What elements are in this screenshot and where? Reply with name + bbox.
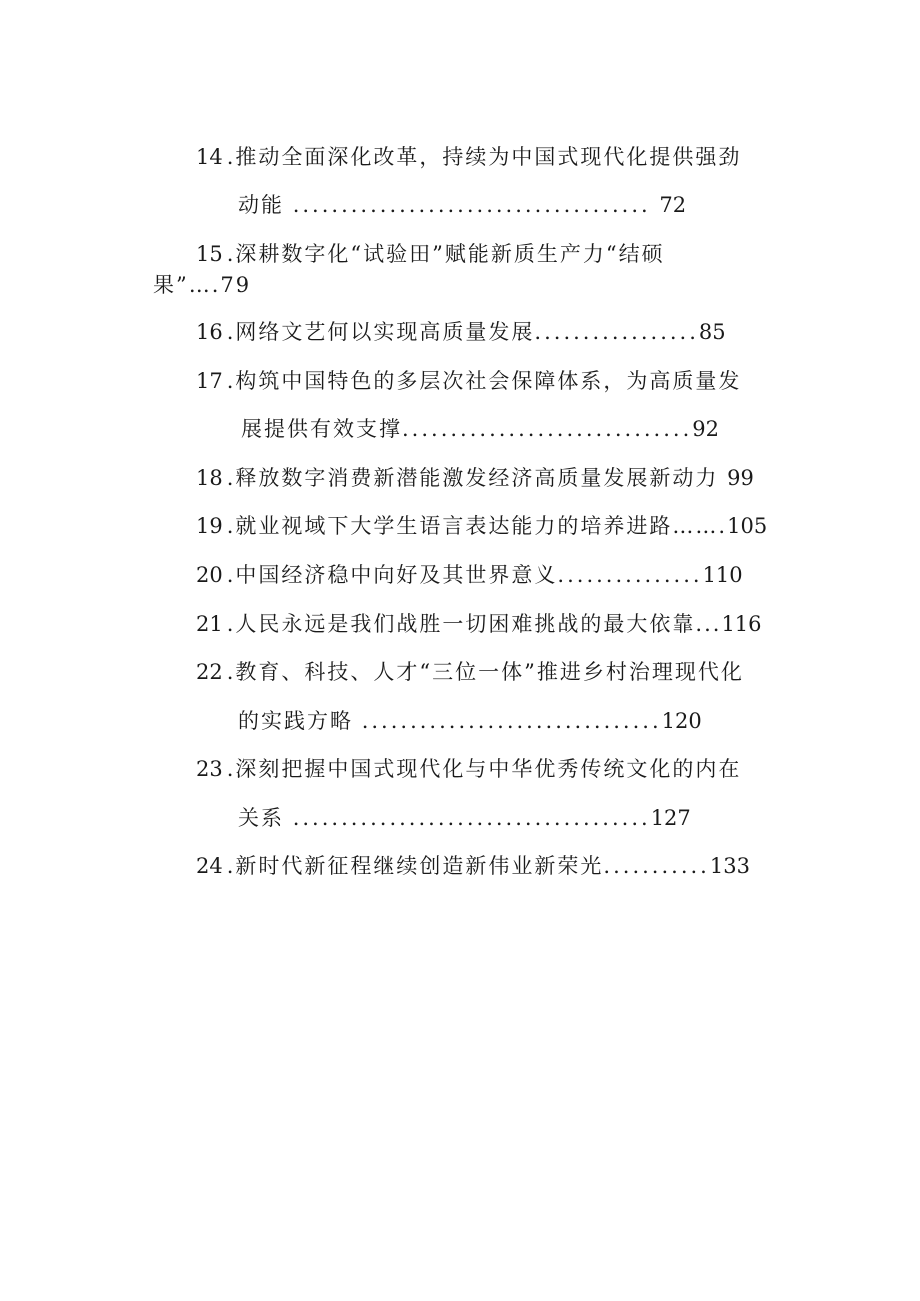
entry-title-continued: 动能 <box>238 193 284 217</box>
entry-title: .深刻把握中国式现代化与中华优秀传统文化的内在 <box>226 757 742 781</box>
toc-entry-22[interactable] <box>196 658 744 686</box>
toc-entry-14[interactable] <box>196 143 741 171</box>
page-number: 127 <box>650 806 691 830</box>
page-number: 133 <box>709 854 750 878</box>
toc-entry-15-continuation[interactable] <box>153 271 251 299</box>
toc-entry-16[interactable] <box>196 318 726 346</box>
dot-leader: ............................... <box>361 709 662 733</box>
dot-leader: ..................................... <box>292 193 651 217</box>
entry-title-continued: 展提供有效支撑 <box>241 417 402 441</box>
entry-title: .释放数字消费新潜能激发经济高质量发展新动力 <box>226 466 719 490</box>
page-number: 110 <box>702 563 743 587</box>
toc-entry-18[interactable] <box>196 464 754 492</box>
entry-number: 23 <box>196 757 223 781</box>
dot-leader: ........... <box>603 854 710 878</box>
toc-entry-23[interactable] <box>196 755 741 783</box>
toc-entry-20[interactable] <box>196 561 743 589</box>
page-number: 85 <box>698 320 726 344</box>
entry-title: .中国经济稳中向好及其世界意义 <box>226 563 558 587</box>
page-number: 116 <box>721 612 762 636</box>
entry-number: 24 <box>196 854 223 878</box>
entry-number: 17 <box>196 369 223 393</box>
page-number: 72 <box>659 193 687 217</box>
page-number: 92 <box>692 417 719 441</box>
toc-entry-23-continuation[interactable] <box>238 804 691 832</box>
entry-number: 19 <box>196 514 223 538</box>
toc-entry-22-continuation[interactable] <box>238 707 702 735</box>
toc-entry-21[interactable] <box>196 610 762 638</box>
entry-title: .新时代新征程继续创造新伟业新荣光 <box>226 854 604 878</box>
page-number: 99 <box>727 466 754 490</box>
entry-title-continued: 的实践方略 <box>238 709 353 733</box>
dot-leader: .............................. <box>402 417 693 441</box>
entry-number: 16 <box>196 320 223 344</box>
entry-title: .深耕数字化“试验田”赋能新质生产力“结硕 <box>226 242 665 266</box>
entry-number: 18 <box>196 466 223 490</box>
page-number: 105 <box>727 514 768 538</box>
entry-number: 15 <box>196 242 223 266</box>
toc-entry-17[interactable] <box>196 367 741 395</box>
entry-number: 22 <box>196 660 223 684</box>
entry-title-continued: 果”….79 <box>153 273 252 297</box>
entry-title: .推动全面深化改革，持续为中国式现代化提供强劲 <box>226 145 742 169</box>
entry-title: .就业视域下大学生语言表达能力的培养进路……. <box>226 514 728 538</box>
toc-entry-24[interactable] <box>196 852 750 880</box>
entry-title: .教育、科技、人才“三位一体”推进乡村治理现代化 <box>226 660 744 684</box>
toc-entry-14-continuation[interactable] <box>238 191 794 219</box>
entry-title: .人民永远是我们战胜一切困难挑战的最大依靠... <box>226 612 722 636</box>
entry-title: .网络文艺何以实现高质量发展 <box>226 320 535 344</box>
dot-leader: ............... <box>557 563 703 587</box>
entry-number: 14 <box>196 145 223 169</box>
entry-number: 20 <box>196 563 223 587</box>
entry-title-continued: 关系 <box>238 806 284 830</box>
dot-leader: ................. <box>534 320 699 344</box>
entry-number: 21 <box>196 612 223 636</box>
toc-entry-17-continuation[interactable] <box>241 415 719 443</box>
toc-entry-15[interactable] <box>196 240 665 268</box>
dot-leader: ..................................... <box>292 806 651 830</box>
toc-entry-19[interactable] <box>196 512 767 540</box>
page-number: 120 <box>661 709 702 733</box>
entry-title: .构筑中国特色的多层次社会保障体系，为高质量发 <box>226 369 742 393</box>
